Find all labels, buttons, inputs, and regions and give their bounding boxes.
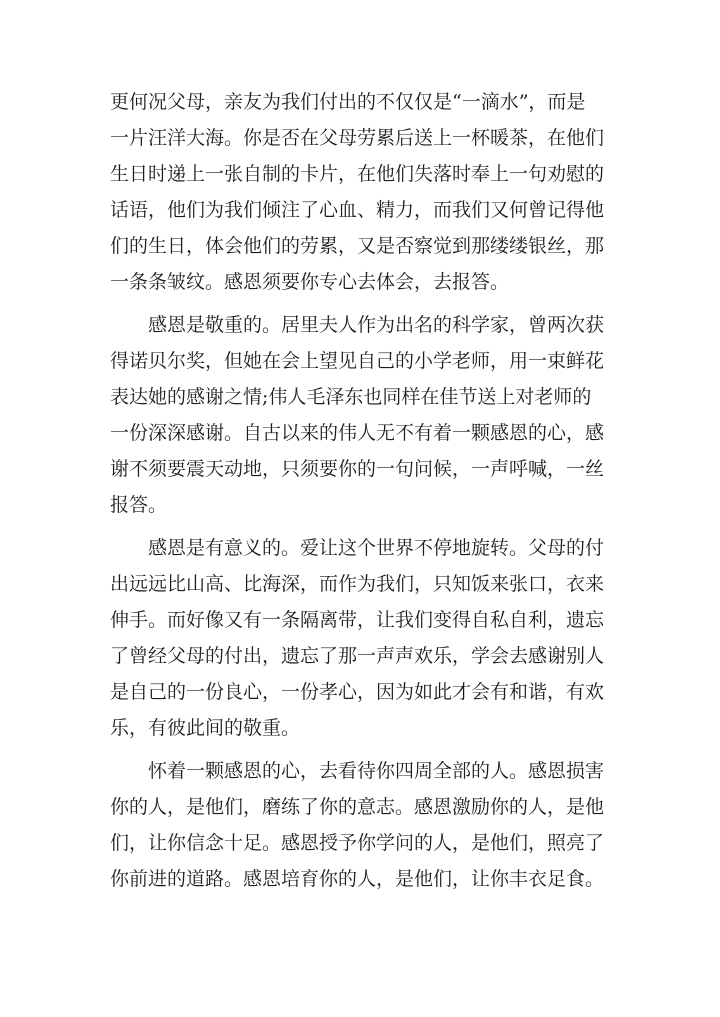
- text-line: 一片汪洋大海。你是否在父母劳累后送上一杯暖茶，在他们: [110, 127, 605, 149]
- text-line: 了曾经父母的付出，遗忘了那一声声欢乐，学会去感谢别人: [110, 645, 605, 667]
- text-line: 们的生日，体会他们的劳累，又是否察觉到那缕缕银丝，那: [110, 235, 605, 257]
- text-line: 更何况父母，亲友为我们付出的不仅仅是“一滴水”，而是: [110, 91, 586, 113]
- text-line: 出远远比山高、比海深，而作为我们，只知饭来张口，衣来: [110, 573, 605, 595]
- text-line: 一份深深感谢。自古以来的伟人无不有着一颗感恩的心，感: [110, 422, 605, 444]
- paragraph-4: [110, 753, 610, 897]
- text-line: 生日时递上一张自制的卡片，在他们失落时奉上一句劝慰的: [110, 163, 605, 185]
- paragraph-3: [110, 530, 610, 746]
- text-line: 话语，他们为我们倾注了心血、精力，而我们又何曾记得他: [110, 199, 605, 221]
- text-line: 表达她的感谢之情;伟人毛泽东也同样在佳节送上对老师的: [110, 386, 592, 408]
- text-line: 一条条皱纹。感恩须要你专心去体会，去报答。: [110, 271, 510, 293]
- paragraph-2: [110, 307, 610, 523]
- text-line: 你前进的道路。感恩培育你的人，是他们，让你丰衣足食。: [110, 868, 605, 890]
- text-line: 怀着一颗感恩的心，去看待你四周全部的人。感恩损害: [148, 760, 605, 782]
- text-line: 乐，有彼此间的敬重。: [110, 717, 301, 739]
- text-line: 是自己的一份良心，一份孝心，因为如此才会有和谐，有欢: [110, 681, 605, 703]
- text-line: 报答。: [110, 494, 168, 516]
- text-line: 感恩是敬重的。居里夫人作为出名的科学家，曾两次获: [148, 314, 605, 336]
- paragraph-1: [110, 84, 610, 300]
- text-line: 伸手。而好像又有一条隔离带，让我们变得自私自利，遗忘: [110, 609, 605, 631]
- text-line: 感恩是有意义的。爱让这个世界不停地旋转。父母的付: [148, 537, 605, 559]
- document-page: [110, 84, 610, 904]
- text-line: 们，让你信念十足。感恩授予你学问的人，是他们，照亮了: [110, 832, 605, 854]
- text-line: 得诺贝尔奖，但她在会上望见自己的小学老师，用一束鲜花: [110, 350, 605, 372]
- text-line: 你的人，是他们，磨练了你的意志。感恩激励你的人，是他: [110, 796, 605, 818]
- text-line: 谢不须要震天动地，只须要你的一句问候，一声呼喊，一丝: [110, 458, 605, 480]
